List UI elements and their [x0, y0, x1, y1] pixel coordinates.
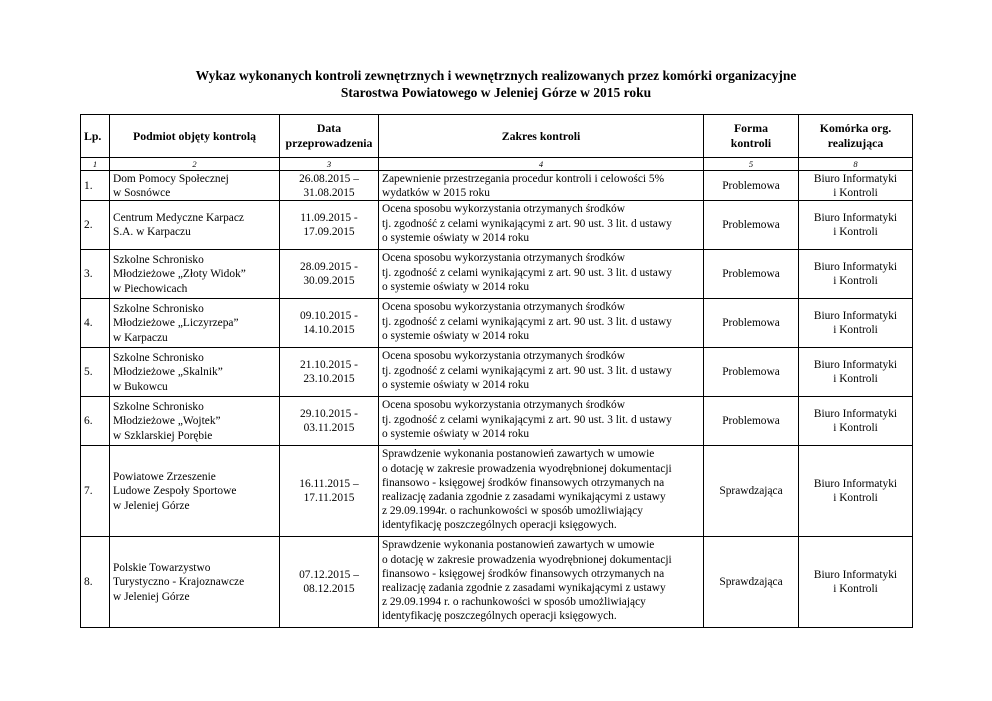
column-number: 5 [704, 158, 799, 171]
subject-cell: Dom Pomocy Społecznej w Sosnówce [110, 171, 280, 201]
date-cell: 16.11.2015 – 17.11.2015 [280, 446, 379, 537]
unit-cell: Biuro Informatyki i Kontroli [799, 201, 913, 250]
unit-cell: Biuro Informatyki i Kontroli [799, 348, 913, 397]
row-number: 1. [81, 171, 110, 201]
row-number: 3. [81, 250, 110, 299]
form-cell: Problemowa [704, 299, 799, 348]
header-row [81, 115, 913, 158]
column-numbers-row [81, 158, 913, 171]
row-number: 2. [81, 201, 110, 250]
table-row [81, 250, 913, 299]
form-cell: Problemowa [704, 171, 799, 201]
header-scope: Zakres kontroli [379, 115, 704, 158]
scope-cell: Sprawdzenie wykonania postanowień zawartych w umowie o dotację w zakresie prowadzenia wyodrębnionej dokumentacji finansowo - księgowej środków finansowych otrzymanych na realizację zadania zgodnie z zasadami wynikającymi z ustawy z 29.09.1994 r. o rachunkowości w sposób umożliwiający identyfikację poszczególnych operacji księgowych. [379, 537, 704, 628]
unit-cell: Biuro Informatyki i Kontroli [799, 446, 913, 537]
document-title [0, 67, 992, 101]
scope-cell: Ocena sposobu wykorzystania otrzymanych środków tj. zgodność z celami wynikającymi z art. 90 ust. 3 lit. d ustawy o systemie oświaty w 2014 roku [379, 201, 704, 250]
unit-cell: Biuro Informatyki i Kontroli [799, 537, 913, 628]
column-number: 4 [379, 158, 704, 171]
date-cell: 07.12.2015 – 08.12.2015 [280, 537, 379, 628]
date-cell: 29.10.2015 - 03.11.2015 [280, 397, 379, 446]
unit-cell: Biuro Informatyki i Kontroli [799, 250, 913, 299]
row-number: 4. [81, 299, 110, 348]
subject-cell: Szkolne Schronisko Młodzieżowe „Wojtek” w Szklarskiej Porębie [110, 397, 280, 446]
table-row [81, 446, 913, 537]
form-cell: Problemowa [704, 201, 799, 250]
scope-cell: Ocena sposobu wykorzystania otrzymanych środków tj. zgodność z celami wynikającymi z art. 90 ust. 3 lit. d ustawy o systemie oświaty w 2014 roku [379, 397, 704, 446]
title-line-1: Wykaz wykonanych kontroli zewnętrznych i wewnętrznych realizowanych przez komórki organizacyjne [195, 68, 797, 83]
table-row [81, 299, 913, 348]
header-lp: Lp. [81, 115, 110, 158]
form-cell: Sprawdzająca [704, 446, 799, 537]
form-cell: Problemowa [704, 250, 799, 299]
header-subject: Podmiot objęty kontrolą [110, 115, 280, 158]
unit-cell: Biuro Informatyki i Kontroli [799, 397, 913, 446]
table-row [81, 397, 913, 446]
subject-cell: Centrum Medyczne Karpacz S.A. w Karpaczu [110, 201, 280, 250]
subject-cell: Polskie Towarzystwo Turystyczno - Krajoznawcze w Jeleniej Górze [110, 537, 280, 628]
unit-cell: Biuro Informatyki i Kontroli [799, 299, 913, 348]
controls-table [80, 114, 913, 628]
row-number: 7. [81, 446, 110, 537]
scope-cell: Sprawdzenie wykonania postanowień zawartych w umowie o dotację w zakresie prowadzenia wyodrębnionej dokumentacji finansowo - księgowej środków finansowych otrzymanych na realizację zadania zgodnie z zasadami wynikającymi z ustawy z 29.09.1994r. o rachunkowości w sposób umożliwiający identyfikację poszczególnych operacji księgowych. [379, 446, 704, 537]
table-row [81, 348, 913, 397]
table-body [81, 171, 913, 628]
scope-cell: Ocena sposobu wykorzystania otrzymanych środków tj. zgodność z celami wynikającymi z art. 90 ust. 3 lit. d ustawy o systemie oświaty w 2014 roku [379, 299, 704, 348]
column-number: 8 [799, 158, 913, 171]
subject-cell: Szkolne Schronisko Młodzieżowe „Złoty Widok” w Piechowicach [110, 250, 280, 299]
subject-cell: Szkolne Schronisko Młodzieżowe „Skalnik” w Bukowcu [110, 348, 280, 397]
header-date: Data przeprowadzenia [280, 115, 379, 158]
column-number: 1 [81, 158, 110, 171]
scope-cell: Zapewnienie przestrzegania procedur kontroli i celowości 5% wydatków w 2015 roku [379, 171, 704, 201]
form-cell: Sprawdzająca [704, 537, 799, 628]
row-number: 5. [81, 348, 110, 397]
header-form: Forma kontroli [704, 115, 799, 158]
row-number: 8. [81, 537, 110, 628]
form-cell: Problemowa [704, 348, 799, 397]
table-row [81, 201, 913, 250]
date-cell: 21.10.2015 - 23.10.2015 [280, 348, 379, 397]
table-row [81, 537, 913, 628]
date-cell: 26.08.2015 – 31.08.2015 [280, 171, 379, 201]
scope-cell: Ocena sposobu wykorzystania otrzymanych środków tj. zgodność z celami wynikającymi z art. 90 ust. 3 lit. d ustawy o systemie oświaty w 2014 roku [379, 250, 704, 299]
column-number: 2 [110, 158, 280, 171]
column-number: 3 [280, 158, 379, 171]
subject-cell: Powiatowe Zrzeszenie Ludowe Zespoły Sportowe w Jeleniej Górze [110, 446, 280, 537]
date-cell: 11.09.2015 - 17.09.2015 [280, 201, 379, 250]
title-line-2: Starostwa Powiatowego w Jeleniej Górze w 2015 roku [340, 85, 652, 100]
unit-cell: Biuro Informatyki i Kontroli [799, 171, 913, 201]
subject-cell: Szkolne Schronisko Młodzieżowe „Liczyrzepa” w Karpaczu [110, 299, 280, 348]
table-row [81, 171, 913, 201]
date-cell: 28.09.2015 - 30.09.2015 [280, 250, 379, 299]
date-cell: 09.10.2015 - 14.10.2015 [280, 299, 379, 348]
form-cell: Problemowa [704, 397, 799, 446]
row-number: 6. [81, 397, 110, 446]
scope-cell: Ocena sposobu wykorzystania otrzymanych środków tj. zgodność z celami wynikającymi z art. 90 ust. 3 lit. d ustawy o systemie oświaty w 2014 roku [379, 348, 704, 397]
header-unit: Komórka org. realizująca [799, 115, 913, 158]
